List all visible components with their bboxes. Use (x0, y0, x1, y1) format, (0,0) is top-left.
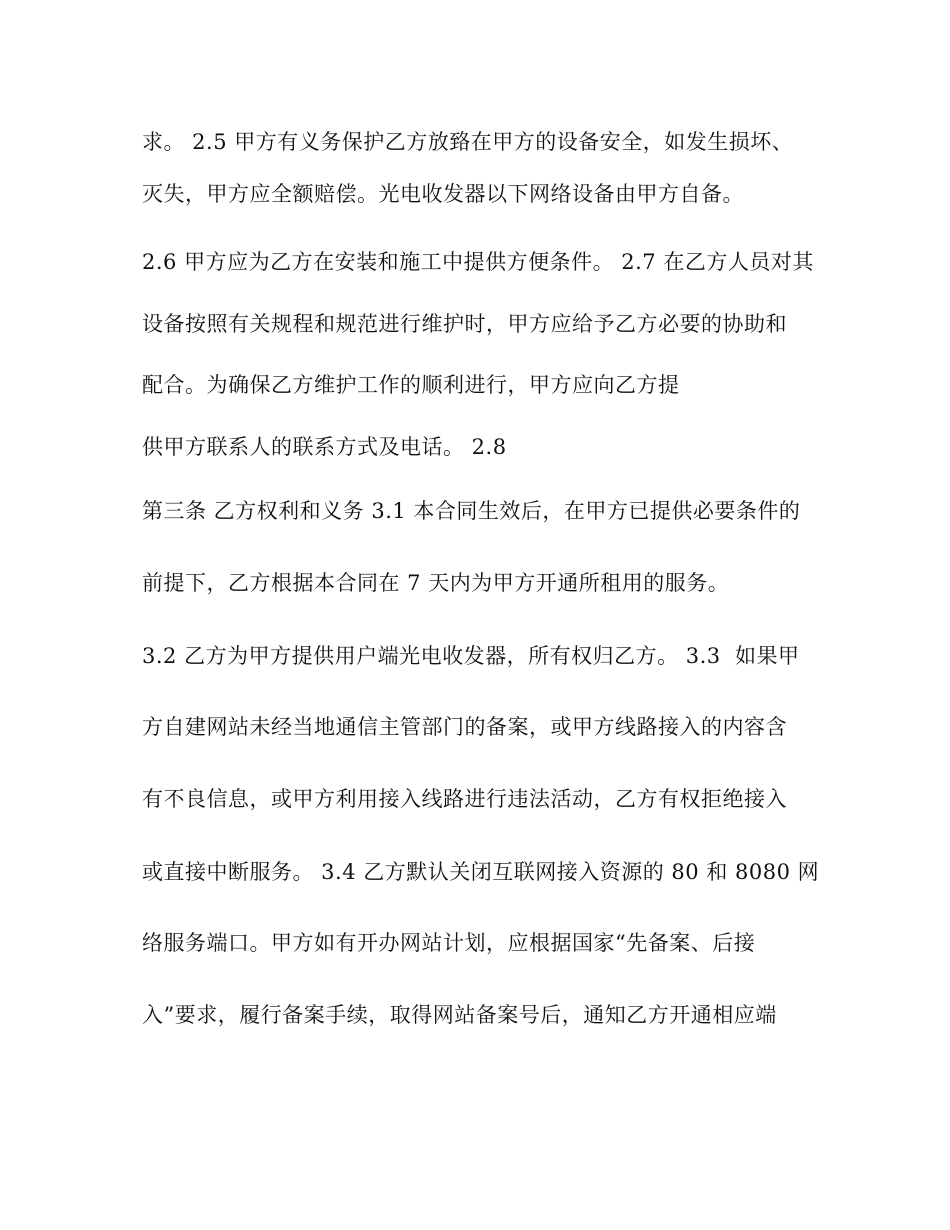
text-line: 方自建网站未经当地通信主管部门的备案，或甲方线路接入的内容含 (142, 715, 787, 739)
text-line: 求。 2.5 甲方有义务保护乙方放臵在甲方的设备安全，如发生损坏、 (142, 130, 794, 154)
text-line: 入”要求，履行备案手续，取得网站备案号后，通知乙方开通相应端 (142, 1003, 777, 1027)
text-line: 配合。为确保乙方维护工作的顺利进行，甲方应向乙方提 (142, 373, 680, 397)
text-line: 前提下，乙方根据本合同在 7 天内为甲方开通所租用的服务。 (142, 571, 730, 595)
text-line: 或直接中断服务。 3.4 乙方默认关闭互联网接入资源的 80 和 8080 网 (142, 860, 820, 884)
text-line: 3.2 乙方为甲方提供用户端光电收发器，所有权归乙方。 3.3 如果甲 (142, 644, 800, 668)
text-line: 2.6 甲方应为乙方在安装和施工中提供方便条件。 2.7 在乙方人员对其 (142, 250, 814, 274)
text-line: 灭失，甲方应全额赔偿。光电收发器以下网络设备由甲方自备。 (142, 182, 744, 206)
text-line: 络服务端口。甲方如有开办网站计划，应根据国家“先备案、后接 (142, 931, 756, 955)
text-line: 供甲方联系人的联系方式及电话。 2.8 (142, 435, 507, 459)
text-line: 设备按照有关规程和规范进行维护时，甲方应给予乙方必要的协助和 (142, 312, 787, 336)
text-line: 有不良信息，或甲方利用接入线路进行违法活动，乙方有权拒绝接入 (142, 787, 787, 811)
text-line: 第三条 乙方权利和义务 3.1 本合同生效后，在甲方已提供必要条件的 (142, 499, 801, 523)
